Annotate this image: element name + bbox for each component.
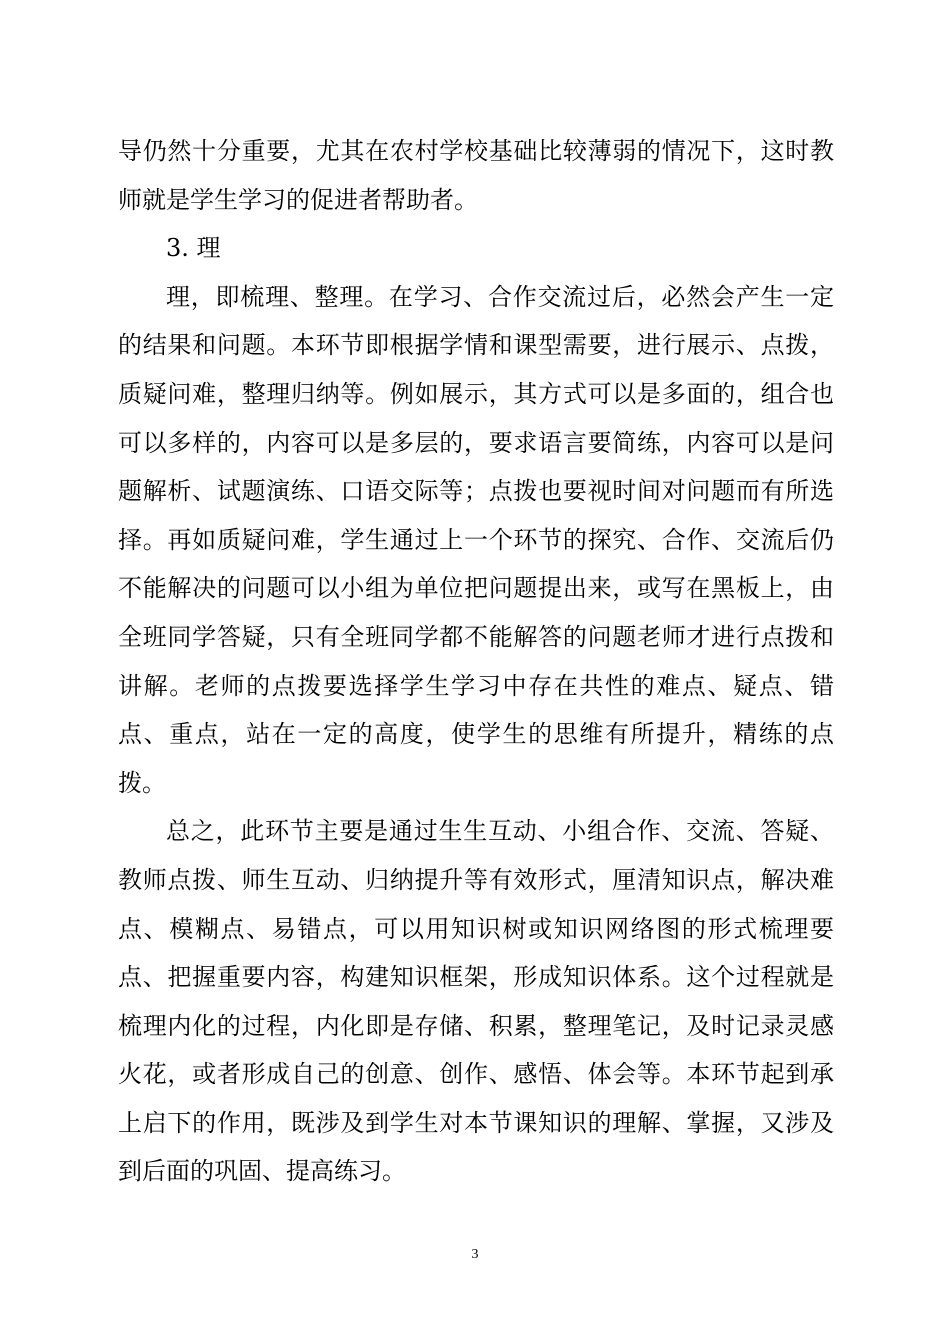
paragraph-continuation: 导仍然十分重要，尤其在农村学校基础比较薄弱的情况下，这时教师就是学生学习的促进者帮助者。 bbox=[118, 137, 834, 214]
body-text bbox=[118, 127, 834, 1196]
section-heading: 3. 理 bbox=[166, 234, 221, 263]
page-number: 3 bbox=[471, 1247, 479, 1262]
paragraph-sort-out: 理，即梳理、整理。在学习、合作交流过后，必然会产生一定的结果和问题。本环节即根据学情和课型需要，进行展示、点拨，质疑问难，整理归纳等。例如展示，其方式可以是多面的，组合也可以多样的，内容可以是多层的，要求语言要简练，内容可以是问题解析、试题演练、口语交际等；点拨也要视时间对问题而有所选择。再如质疑问难，学生通过上一个环节的探究、合作、交流后仍不能解决的问题可以小组为单位把问题提出来，或写在黑板上，由全班同学答疑，只有全班同学都不能解答的问题老师才进行点拨和讲解。老师的点拨要选择学生学习中存在共性的难点、疑点、错点、重点，站在一定的高度，使学生的思维有所提升，精练的点拨。 bbox=[118, 282, 834, 797]
paragraph-summary: 总之，此环节主要是通过生生互动、小组合作、交流、答疑、教师点拨、师生互动、归纳提升等有效形式，厘清知识点，解决难点、模糊点、易错点，可以用知识树或知识网络图的形式梳理要点、把握重要内容，构建知识框架，形成知识体系。这个过程就是梳理内化的过程，内化即是存储、积累，整理笔记，及时记录灵感火花，或者形成自己的创意、创作、感悟、体会等。本环节起到承上启下的作用，既涉及到学生对本节课知识的理解、掌握，又涉及到后面的巩固、提高练习。 bbox=[118, 817, 834, 1186]
